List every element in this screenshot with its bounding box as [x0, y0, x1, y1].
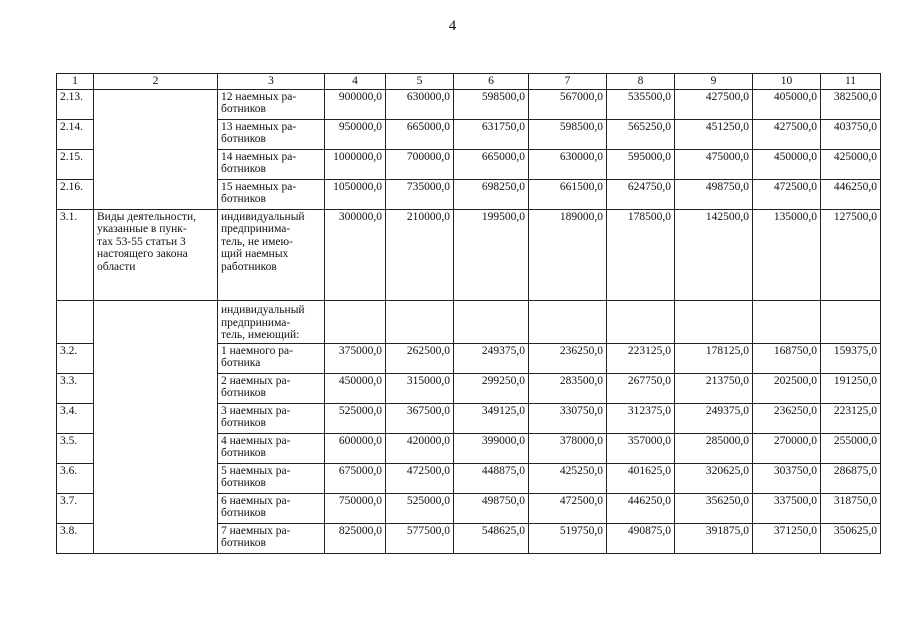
value-cell: 598500,0 — [529, 119, 607, 149]
value-cell: 750000,0 — [325, 493, 386, 523]
header-row — [57, 74, 881, 90]
category-cell: 1 наемного ра- ботника — [218, 343, 325, 373]
value-cell: 375000,0 — [325, 343, 386, 373]
row-index: 3.5. — [57, 433, 94, 463]
category-cell: 13 наемных ра- ботников — [218, 119, 325, 149]
value-cell: 665000,0 — [454, 149, 529, 179]
value-cell: 472500,0 — [386, 463, 454, 493]
value-cell: 320625,0 — [675, 463, 753, 493]
value-cell: 178125,0 — [675, 343, 753, 373]
row-index: 2.14. — [57, 119, 94, 149]
value-cell: 391875,0 — [675, 523, 753, 553]
value-cell: 178500,0 — [607, 209, 675, 300]
value-cell: 425000,0 — [821, 149, 881, 179]
subheader-label: индивидуальный предпринима- тель, имеющий: — [218, 300, 325, 343]
category-cell: 15 наемных ра- ботников — [218, 179, 325, 209]
value-cell: 735000,0 — [386, 179, 454, 209]
empty-index — [57, 300, 94, 343]
category-cell: 12 наемных ра- ботников — [218, 89, 325, 119]
value-cell: 565250,0 — [607, 119, 675, 149]
value-cell: 330750,0 — [529, 403, 607, 433]
value-cell: 405000,0 — [753, 89, 821, 119]
value-cell: 900000,0 — [325, 89, 386, 119]
value-cell: 223125,0 — [821, 403, 881, 433]
value-cell: 236250,0 — [529, 343, 607, 373]
category-cell: 5 наемных ра- ботников — [218, 463, 325, 493]
row-index: 3.1. — [57, 209, 94, 300]
row-index: 3.6. — [57, 463, 94, 493]
empty-cell — [753, 300, 821, 343]
value-cell: 446250,0 — [607, 493, 675, 523]
row-index: 3.2. — [57, 343, 94, 373]
value-cell: 255000,0 — [821, 433, 881, 463]
empty-cell — [607, 300, 675, 343]
row-index: 2.16. — [57, 179, 94, 209]
value-cell: 199500,0 — [454, 209, 529, 300]
column-number: 4 — [325, 74, 386, 90]
value-cell: 1000000,0 — [325, 149, 386, 179]
table-row — [57, 209, 881, 300]
value-cell: 213750,0 — [675, 373, 753, 403]
column-number: 11 — [821, 74, 881, 90]
value-cell: 350625,0 — [821, 523, 881, 553]
value-cell: 661500,0 — [529, 179, 607, 209]
value-cell: 283500,0 — [529, 373, 607, 403]
value-cell: 698250,0 — [454, 179, 529, 209]
subheader-row — [57, 300, 881, 343]
column-number: 9 — [675, 74, 753, 90]
value-cell: 425250,0 — [529, 463, 607, 493]
value-cell: 567000,0 — [529, 89, 607, 119]
value-cell: 451250,0 — [675, 119, 753, 149]
value-cell: 548625,0 — [454, 523, 529, 553]
value-cell: 525000,0 — [386, 493, 454, 523]
value-cell: 318750,0 — [821, 493, 881, 523]
row-index: 2.15. — [57, 149, 94, 179]
column-number: 10 — [753, 74, 821, 90]
value-cell: 535500,0 — [607, 89, 675, 119]
value-cell: 450000,0 — [325, 373, 386, 403]
value-cell: 427500,0 — [675, 89, 753, 119]
empty-cell — [529, 300, 607, 343]
value-cell: 399000,0 — [454, 433, 529, 463]
value-cell: 382500,0 — [821, 89, 881, 119]
category-cell: индивидуальный предпринима- тель, не имею- щий наемных работников — [218, 209, 325, 300]
value-cell: 210000,0 — [386, 209, 454, 300]
value-cell: 595000,0 — [607, 149, 675, 179]
empty-cell — [386, 300, 454, 343]
value-cell: 665000,0 — [386, 119, 454, 149]
value-cell: 300000,0 — [325, 209, 386, 300]
empty-cell — [325, 300, 386, 343]
column-number: 2 — [94, 74, 218, 90]
row-index: 3.7. — [57, 493, 94, 523]
value-cell: 312375,0 — [607, 403, 675, 433]
column-number: 5 — [386, 74, 454, 90]
empty-cell — [821, 300, 881, 343]
category-cell: 2 наемных ра- ботников — [218, 373, 325, 403]
value-cell: 189000,0 — [529, 209, 607, 300]
row-index: 3.8. — [57, 523, 94, 553]
table-row — [57, 89, 881, 119]
value-cell: 191250,0 — [821, 373, 881, 403]
value-cell: 498750,0 — [675, 179, 753, 209]
value-cell: 337500,0 — [753, 493, 821, 523]
value-cell: 202500,0 — [753, 373, 821, 403]
value-cell: 142500,0 — [675, 209, 753, 300]
page-number: 4 — [448, 18, 457, 34]
value-cell: 420000,0 — [386, 433, 454, 463]
value-cell: 285000,0 — [675, 433, 753, 463]
value-cell: 630000,0 — [386, 89, 454, 119]
value-cell: 446250,0 — [821, 179, 881, 209]
value-cell: 448875,0 — [454, 463, 529, 493]
activity-cell — [94, 300, 218, 553]
empty-cell — [454, 300, 529, 343]
value-cell: 168750,0 — [753, 343, 821, 373]
value-cell: 1050000,0 — [325, 179, 386, 209]
value-cell: 472500,0 — [753, 179, 821, 209]
value-cell: 371250,0 — [753, 523, 821, 553]
value-cell: 624750,0 — [607, 179, 675, 209]
column-number: 6 — [454, 74, 529, 90]
value-cell: 598500,0 — [454, 89, 529, 119]
value-cell: 262500,0 — [386, 343, 454, 373]
column-number: 1 — [57, 74, 94, 90]
value-cell: 236250,0 — [753, 403, 821, 433]
value-cell: 630000,0 — [529, 149, 607, 179]
value-cell: 490875,0 — [607, 523, 675, 553]
value-cell: 525000,0 — [325, 403, 386, 433]
value-cell: 249375,0 — [454, 343, 529, 373]
value-cell: 303750,0 — [753, 463, 821, 493]
value-cell: 249375,0 — [675, 403, 753, 433]
value-cell: 519750,0 — [529, 523, 607, 553]
value-cell: 700000,0 — [386, 149, 454, 179]
category-cell: 3 наемных ра- ботников — [218, 403, 325, 433]
value-cell: 577500,0 — [386, 523, 454, 553]
row-index: 3.3. — [57, 373, 94, 403]
category-cell: 14 наемных ра- ботников — [218, 149, 325, 179]
row-index: 3.4. — [57, 403, 94, 433]
activity-cell — [94, 89, 218, 209]
value-cell: 675000,0 — [325, 463, 386, 493]
value-cell: 403750,0 — [821, 119, 881, 149]
value-cell: 127500,0 — [821, 209, 881, 300]
value-cell: 356250,0 — [675, 493, 753, 523]
value-cell: 315000,0 — [386, 373, 454, 403]
activity-description: Виды деятельности, указанные в пунк- тах 53-55 статьи 3 настоящего закона области — [94, 209, 218, 300]
value-cell: 475000,0 — [675, 149, 753, 179]
value-cell: 286875,0 — [821, 463, 881, 493]
column-number: 3 — [218, 74, 325, 90]
value-cell: 299250,0 — [454, 373, 529, 403]
value-cell: 427500,0 — [753, 119, 821, 149]
value-cell: 498750,0 — [454, 493, 529, 523]
category-cell: 7 наемных ра- ботников — [218, 523, 325, 553]
empty-cell — [675, 300, 753, 343]
value-cell: 950000,0 — [325, 119, 386, 149]
category-cell: 6 наемных ра- ботников — [218, 493, 325, 523]
value-cell: 270000,0 — [753, 433, 821, 463]
column-number: 7 — [529, 74, 607, 90]
value-cell: 600000,0 — [325, 433, 386, 463]
value-cell: 472500,0 — [529, 493, 607, 523]
row-index: 2.13. — [57, 89, 94, 119]
column-number: 8 — [607, 74, 675, 90]
category-cell: 4 наемных ра- ботников — [218, 433, 325, 463]
value-cell: 367500,0 — [386, 403, 454, 433]
value-cell: 378000,0 — [529, 433, 607, 463]
value-cell: 631750,0 — [454, 119, 529, 149]
value-cell: 357000,0 — [607, 433, 675, 463]
value-cell: 135000,0 — [753, 209, 821, 300]
value-cell: 825000,0 — [325, 523, 386, 553]
rates-table — [56, 73, 881, 554]
value-cell: 159375,0 — [821, 343, 881, 373]
value-cell: 223125,0 — [607, 343, 675, 373]
value-cell: 450000,0 — [753, 149, 821, 179]
value-cell: 349125,0 — [454, 403, 529, 433]
value-cell: 267750,0 — [607, 373, 675, 403]
value-cell: 401625,0 — [607, 463, 675, 493]
